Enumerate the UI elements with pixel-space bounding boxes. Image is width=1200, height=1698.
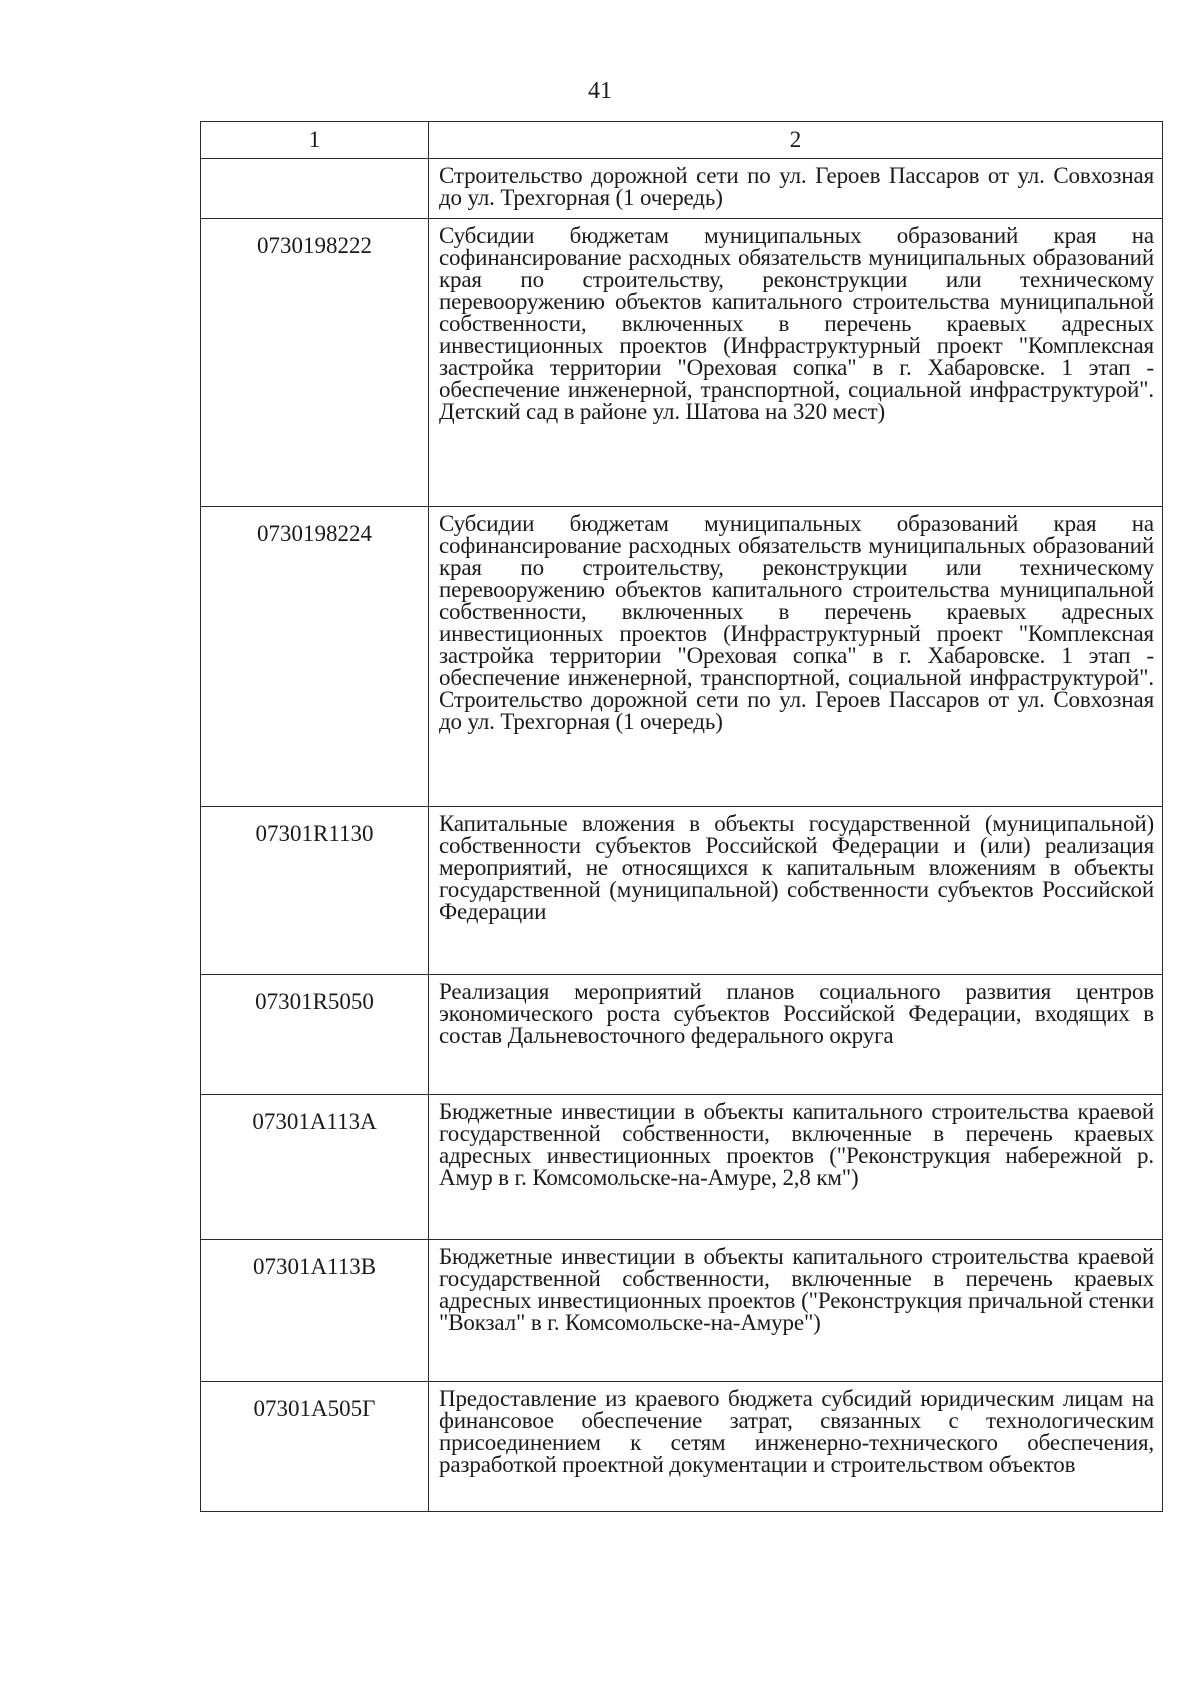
table-row xyxy=(201,507,1163,807)
column-header-1: 1 xyxy=(201,122,429,159)
row-code: 07301R1130 xyxy=(201,807,429,975)
row-description: Капитальные вложения в объекты государственной (муниципальной) собственности субъектов Российской Федерации и (или) реализация мероприятий, не относящихся к капитальным вложениям в объекты государственной (муниципальной) собственности субъектов Российской Федерации xyxy=(429,807,1163,975)
row-description: Предоставление из краевого бюджета субсидий юридическим лицам на финансовое обеспечение затрат, связанных с технологическим присоединением к сетям инженерно-технического обеспечения, разработкой проектной документации и строительством объектов xyxy=(429,1382,1163,1512)
column-header-2: 2 xyxy=(429,122,1163,159)
table-header-row xyxy=(201,122,1163,159)
table-row xyxy=(201,807,1163,975)
table-row xyxy=(201,1095,1163,1240)
table-row xyxy=(201,1382,1163,1512)
row-description: Реализация мероприятий планов социального развития центров экономического роста субъектов Российской Федерации, входящих в состав Дальневосточного федерального округа xyxy=(429,975,1163,1095)
row-description: Строительство дорожной сети по ул. Героев Пассаров от ул. Совхозная до ул. Трехгорная (1 очередь) xyxy=(429,159,1163,219)
row-code: 07301A505Г xyxy=(201,1382,429,1512)
table-row xyxy=(201,975,1163,1095)
row-description: Субсидии бюджетам муниципальных образований края на софинансирование расходных обязательств муниципальных образований края по строительству, реконструкции или техническому перевооружению объектов капитального строительства муниципальной собственности, включенных в перечень краевых адресных инвестиционных проектов (Инфраструктурный проект "Комплексная застройка территории "Ореховая сопка" в г. Хабаровске. 1 этап - обеспечение инженерной, транспортной, социальной инфраструктурой". Детский сад в районе ул. Шатова на 320 мест) xyxy=(429,219,1163,507)
page-number: 41 xyxy=(588,78,612,104)
table-row xyxy=(201,1240,1163,1382)
row-description: Бюджетные инвестиции в объекты капитального строительства краевой государственной собственности, включенные в перечень краевых адресных инвестиционных проектов ("Реконструкция причальной стенки "Вокзал" в г. Комсомольске-на-Амуре") xyxy=(429,1240,1163,1382)
row-description: Субсидии бюджетам муниципальных образований края на софинансирование расходных обязательств муниципальных образований края по строительству, реконструкции или техническому перевооружению объектов капитального строительства муниципальной собственности, включенных в перечень краевых адресных инвестиционных проектов (Инфраструктурный проект "Комплексная застройка территории "Ореховая сопка" в г. Хабаровске. 1 этап - обеспечение инженерной, транспортной, социальной инфраструктурой". Строительство дорожной сети по ул. Героев Пассаров от ул. Совхозная до ул. Трехгорная (1 очередь) xyxy=(429,507,1163,807)
table-row xyxy=(201,159,1163,219)
row-description: Бюджетные инвестиции в объекты капитального строительства краевой государственной собственности, включенные в перечень краевых адресных инвестиционных проектов ("Реконструкция набережной р. Амур в г. Комсомольске-на-Амуре, 2,8 км") xyxy=(429,1095,1163,1240)
table-row xyxy=(201,219,1163,507)
row-code: 0730198222 xyxy=(201,219,429,507)
row-code xyxy=(201,159,429,219)
row-code: 07301R5050 xyxy=(201,975,429,1095)
row-code: 0730198224 xyxy=(201,507,429,807)
row-code: 07301A113A xyxy=(201,1095,429,1240)
row-code: 07301A113B xyxy=(201,1240,429,1382)
budget-code-table xyxy=(200,121,1163,1512)
